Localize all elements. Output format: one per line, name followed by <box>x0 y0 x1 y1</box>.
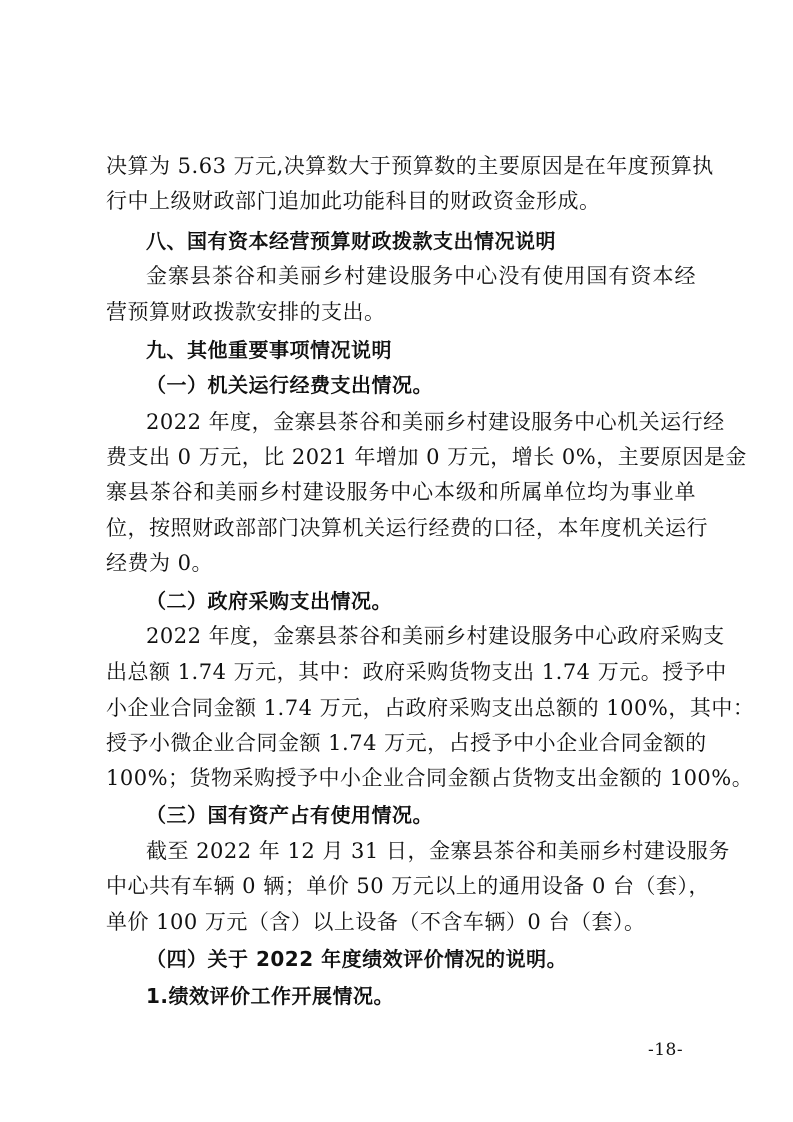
paragraph-line: 金寨县茶谷和美丽乡村建设服务中心没有使用国有资本经 <box>146 264 696 288</box>
section-heading-8: 八、国有资本经营预算财政拨款支出情况说明 <box>146 229 556 253</box>
section-heading-9: 九、其他重要事项情况说明 <box>146 338 392 362</box>
paragraph-line: 截至 2022 年 12 月 31 日，金寨县茶谷和美丽乡村建设服务 <box>146 839 730 863</box>
paragraph-line: 授予小微企业合同金额 1.74 万元，占授予中小企业合同金额的 <box>106 731 707 755</box>
item-heading-1: 1.绩效评价工作开展情况。 <box>146 984 395 1008</box>
paragraph-line: 经费为 0。 <box>106 551 214 575</box>
paragraph-line: 行中上级财政部门追加此功能科目的财政资金形成。 <box>106 189 601 213</box>
paragraph-line: 位，按照财政部部门决算机关运行经费的口径，本年度机关运行 <box>106 516 708 540</box>
paragraph-line: 100%；货物采购授予中小企业合同金额占货物支出金额的 100%。 <box>106 766 754 790</box>
paragraph-line: 2022 年度，金寨县茶谷和美丽乡村建设服务中心政府采购支 <box>146 624 725 648</box>
paragraph-line: 单价 100 万元（含）以上设备（不含车辆）0 台（套）。 <box>106 910 646 934</box>
paragraph-line: 决算为 5.63 万元,决算数大于预算数的主要原因是在年度预算执 <box>106 154 714 178</box>
page-number: -18- <box>648 1040 684 1060</box>
paragraph-line: 2022 年度，金寨县茶谷和美丽乡村建设服务中心机关运行经 <box>146 410 725 434</box>
paragraph-line: 出总额 1.74 万元，其中：政府采购货物支出 1.74 万元。授予中 <box>106 660 727 684</box>
subsection-heading-1: （一）机关运行经费支出情况。 <box>146 373 433 397</box>
paragraph-line: 寨县茶谷和美丽乡村建设服务中心本级和所属单位均为事业单 <box>106 480 696 504</box>
paragraph-line: 费支出 0 万元，比 2021 年增加 0 万元，增长 0%，主要原因是金 <box>106 445 747 469</box>
paragraph-line: 小企业合同金额 1.74 万元，占政府采购支出总额的 100%，其中： <box>106 696 755 720</box>
paragraph-line: 营预算财政拨款安排的支出。 <box>106 300 386 324</box>
paragraph-line: 中心共有车辆 0 辆；单价 50 万元以上的通用设备 0 台（套）， <box>106 874 710 898</box>
subsection-heading-3: （三）国有资产占有使用情况。 <box>146 803 433 827</box>
subsection-heading-4: （四）关于 2022 年度绩效评价情况的说明。 <box>146 947 568 971</box>
subsection-heading-2: （二）政府采购支出情况。 <box>146 589 392 613</box>
